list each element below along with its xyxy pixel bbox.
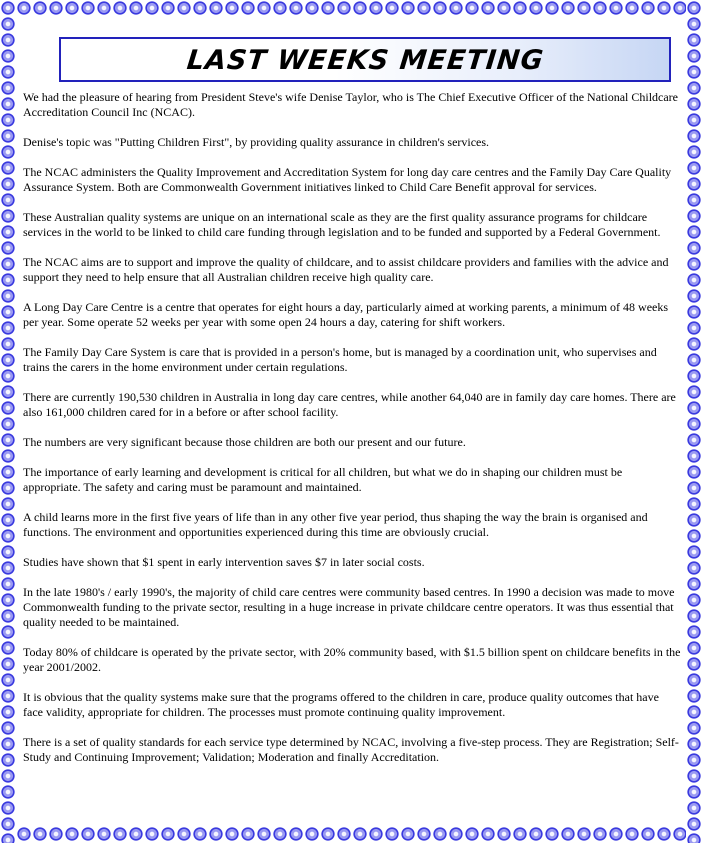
decorative-border-top	[0, 0, 703, 17]
decorative-border-right	[686, 0, 703, 843]
paragraph: The importance of early learning and development is critical for all children, but what we do in shaping our children must be appropriate. The safety and caring must be paramount and maintained.	[23, 465, 623, 494]
paragraph: The NCAC administers the Quality Improvement and Accreditation System for long day care centres and the Family Day Care Quality Assurance System. Both are Commonwealth Government initiatives linked to Child Care Benefit approval for services.	[23, 165, 672, 194]
paragraph: These Australian quality systems are unique on an international scale as they are the first quality assurance programs for childcare services in the world to be linked to child care funding through legislation and to be funded and supported by a Federal Government.	[23, 210, 661, 239]
paragraph: Denise's topic was "Putting Children First", by providing quality assurance in children's services.	[23, 135, 490, 149]
paragraph: A Long Day Care Centre is a centre that operates for eight hours a day, particularly aimed at working parents, a minimum of 48 weeks per year. Some operate 52 weeks per year with some open 24 hours a day, catering for shift workers.	[23, 300, 669, 329]
paragraph: It is obvious that the quality systems make sure that the programs offered to the children in care, produce quality outcomes that have face validity, appropriate for children. The processes must promote continuing quality improvement.	[23, 690, 659, 719]
paragraph: In the late 1980's / early 1990's, the majority of child care centres were community based centres. In 1990 a decision was made to move Commonwealth funding to the private sector, resulting in a huge increase in private childcare centre operators. It was thus essential that quality needed to be maintained.	[23, 585, 675, 629]
page-title: LAST WEEKS MEETING	[184, 44, 546, 76]
paragraph: Today 80% of childcare is operated by the private sector, with 20% community based, with $1.5 billion spent on childcare benefits in the year 2001/2002.	[23, 645, 681, 674]
paragraph: There is a set of quality standards for each service type determined by NCAC, involving a five-step process. They are Registration; Self-Study and Continuing Improvement; Validation; Moderation and finally Accreditation.	[23, 735, 679, 764]
paragraph: We had the pleasure of hearing from President Steve's wife Denise Taylor, who is The Chief Executive Officer of the National Childcare Accreditation Council Inc (NCAC).	[23, 90, 679, 119]
paragraph: There are currently 190,530 children in Australia in long day care centres, while another 64,040 are in family day care homes. There are also 161,000 children cared for in a before or after school facility.	[23, 390, 676, 419]
paragraph: The NCAC aims are to support and improve the quality of childcare, and to assist childcare providers and families with the advice and support they need to help ensure that all Australian children receive high quality care.	[23, 255, 669, 284]
decorative-border-left	[0, 0, 17, 843]
paragraph: A child learns more in the first five years of life than in any other five year period, thus shaping the way the brain is organised and functions. The environment and opportunities experienced during this time are obviously crucial.	[23, 510, 648, 539]
article-body	[23, 90, 681, 780]
title-banner	[59, 37, 671, 82]
paragraph: Studies have shown that $1 spent in early intervention saves $7 in later social costs.	[23, 555, 425, 569]
paragraph: The Family Day Care System is care that is provided in a person's home, but is managed by a coordination unit, who supervises and trains the carers in the home environment under certain regulations.	[23, 345, 657, 374]
paragraph: The numbers are very significant because those children are both our present and our future.	[23, 435, 466, 449]
decorative-border-bottom	[0, 826, 703, 843]
